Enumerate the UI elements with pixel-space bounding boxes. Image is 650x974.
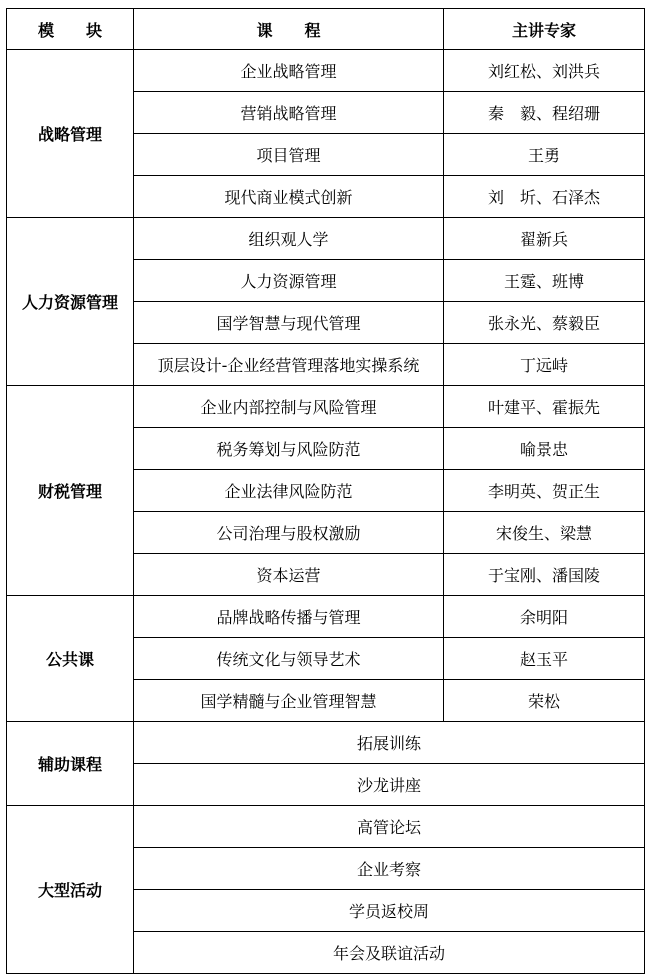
expert-cell: 余明阳 [444, 596, 645, 638]
course-cell: 顶层设计-企业经营管理落地实操系统 [134, 344, 444, 386]
header-row [7, 9, 645, 50]
course-cell: 高管论坛 [134, 806, 645, 848]
course-table [6, 8, 645, 974]
course-cell: 国学智慧与现代管理 [134, 302, 444, 344]
expert-cell: 叶建平、霍振先 [444, 386, 645, 428]
table-row [7, 50, 645, 92]
course-cell: 组织观人学 [134, 218, 444, 260]
table-row [7, 806, 645, 848]
course-cell: 税务筹划与风险防范 [134, 428, 444, 470]
expert-cell: 秦 毅、程绍珊 [444, 92, 645, 134]
module-cell: 财税管理 [7, 386, 134, 596]
expert-cell: 丁远峙 [444, 344, 645, 386]
course-cell: 企业法律风险防范 [134, 470, 444, 512]
expert-cell: 于宝刚、潘国陵 [444, 554, 645, 596]
course-cell: 企业考察 [134, 848, 645, 890]
expert-cell: 王勇 [444, 134, 645, 176]
course-cell: 公司治理与股权激励 [134, 512, 444, 554]
header-module: 模 块 [7, 9, 134, 50]
expert-cell: 翟新兵 [444, 218, 645, 260]
course-cell: 拓展训练 [134, 722, 645, 764]
header-course: 课 程 [134, 9, 444, 50]
course-cell: 沙龙讲座 [134, 764, 645, 806]
table-body [7, 50, 645, 974]
course-cell: 项目管理 [134, 134, 444, 176]
expert-cell: 赵玉平 [444, 638, 645, 680]
module-cell: 人力资源管理 [7, 218, 134, 386]
header-expert: 主讲专家 [444, 9, 645, 50]
table-row [7, 722, 645, 764]
module-cell: 公共课 [7, 596, 134, 722]
table-row [7, 218, 645, 260]
course-cell: 学员返校周 [134, 890, 645, 932]
course-cell: 企业战略管理 [134, 50, 444, 92]
module-cell: 大型活动 [7, 806, 134, 974]
course-cell: 品牌战略传播与管理 [134, 596, 444, 638]
table-row [7, 386, 645, 428]
course-cell: 传统文化与领导艺术 [134, 638, 444, 680]
expert-cell: 张永光、蔡毅臣 [444, 302, 645, 344]
course-cell: 人力资源管理 [134, 260, 444, 302]
course-cell: 国学精髓与企业管理智慧 [134, 680, 444, 722]
expert-cell: 刘红松、刘洪兵 [444, 50, 645, 92]
course-cell: 年会及联谊活动 [134, 932, 645, 974]
expert-cell: 荣松 [444, 680, 645, 722]
expert-cell: 喻景忠 [444, 428, 645, 470]
expert-cell: 刘 圻、石泽杰 [444, 176, 645, 218]
course-cell: 现代商业模式创新 [134, 176, 444, 218]
table-row [7, 596, 645, 638]
course-cell: 企业内部控制与风险管理 [134, 386, 444, 428]
module-cell: 辅助课程 [7, 722, 134, 806]
expert-cell: 李明英、贺正生 [444, 470, 645, 512]
module-cell: 战略管理 [7, 50, 134, 218]
course-cell: 资本运营 [134, 554, 444, 596]
expert-cell: 宋俊生、梁慧 [444, 512, 645, 554]
course-cell: 营销战略管理 [134, 92, 444, 134]
expert-cell: 王霆、班博 [444, 260, 645, 302]
